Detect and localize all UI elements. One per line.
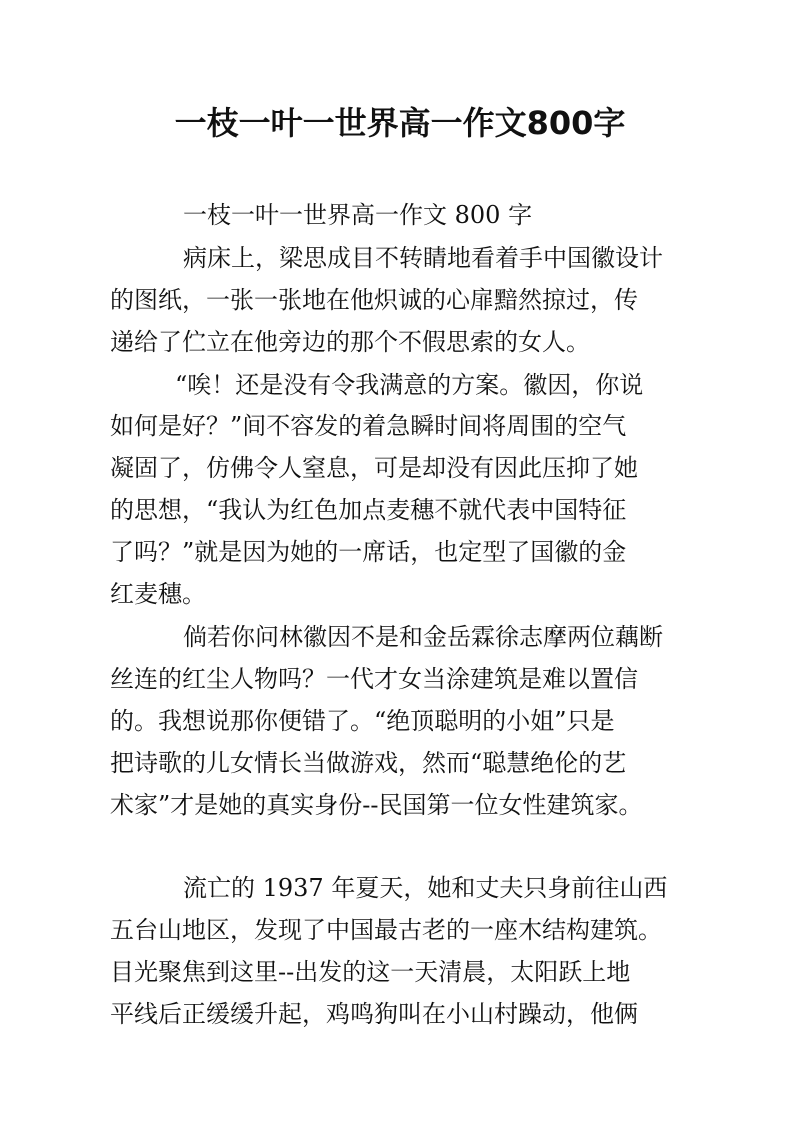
text-line: 术家”才是她的真实身份--民国第一位女性建筑家。	[110, 791, 643, 819]
text-line: 把诗歌的儿女情长当做游戏，然而“聪慧绝伦的艺	[110, 749, 627, 777]
text-line: 倘若你问林徽因不是和金岳霖徐志摩两位藕断	[183, 623, 663, 651]
text-line: 平线后正缓缓升起，鸡鸣狗叫在小山村躁动，他俩	[110, 1000, 638, 1028]
text-line: 递给了伫立在他旁边的那个不假思索的女人。	[110, 328, 590, 356]
text-line: 如何是好？”间不容发的着急瞬时间将周围的空气	[110, 412, 627, 440]
text-line: 凝固了，仿佛令人窒息，可是却没有因此压抑了她	[110, 454, 638, 482]
text-line: “唉！还是没有令我满意的方案。徽因，你说	[175, 371, 644, 399]
text-line: 目光聚焦到这里--出发的这一天清晨，太阳跃上地	[110, 958, 631, 986]
text-line: 流亡的 1937 年夏天，她和丈夫只身前往山西	[183, 874, 668, 902]
text-line: 丝连的红尘人物吗？一代才女当涂建筑是难以置信	[110, 665, 638, 693]
text-line: 的思想，“我认为红色加点麦穗不就代表中国特征	[110, 496, 627, 524]
text-line: 的。我想说那你便错了。“绝顶聪明的小姐”只是	[110, 707, 615, 735]
text-line: 的图纸，一张一张地在他炽诚的心扉黯然掠过，传	[110, 286, 638, 314]
text-line: 病床上，梁思成目不转睛地看着手中国徽设计	[183, 244, 663, 272]
text-line: 了吗？”就是因为她的一席话，也定型了国徽的金	[110, 538, 627, 566]
subtitle-line: 一枝一叶一世界高一作文 800 字	[183, 201, 533, 229]
text-line: 五台山地区，发现了中国最古老的一座木结构建筑。	[110, 916, 662, 944]
page-title: 一枝一叶一世界高一作文800字	[174, 104, 626, 142]
text-line: 红麦穗。	[110, 580, 206, 608]
